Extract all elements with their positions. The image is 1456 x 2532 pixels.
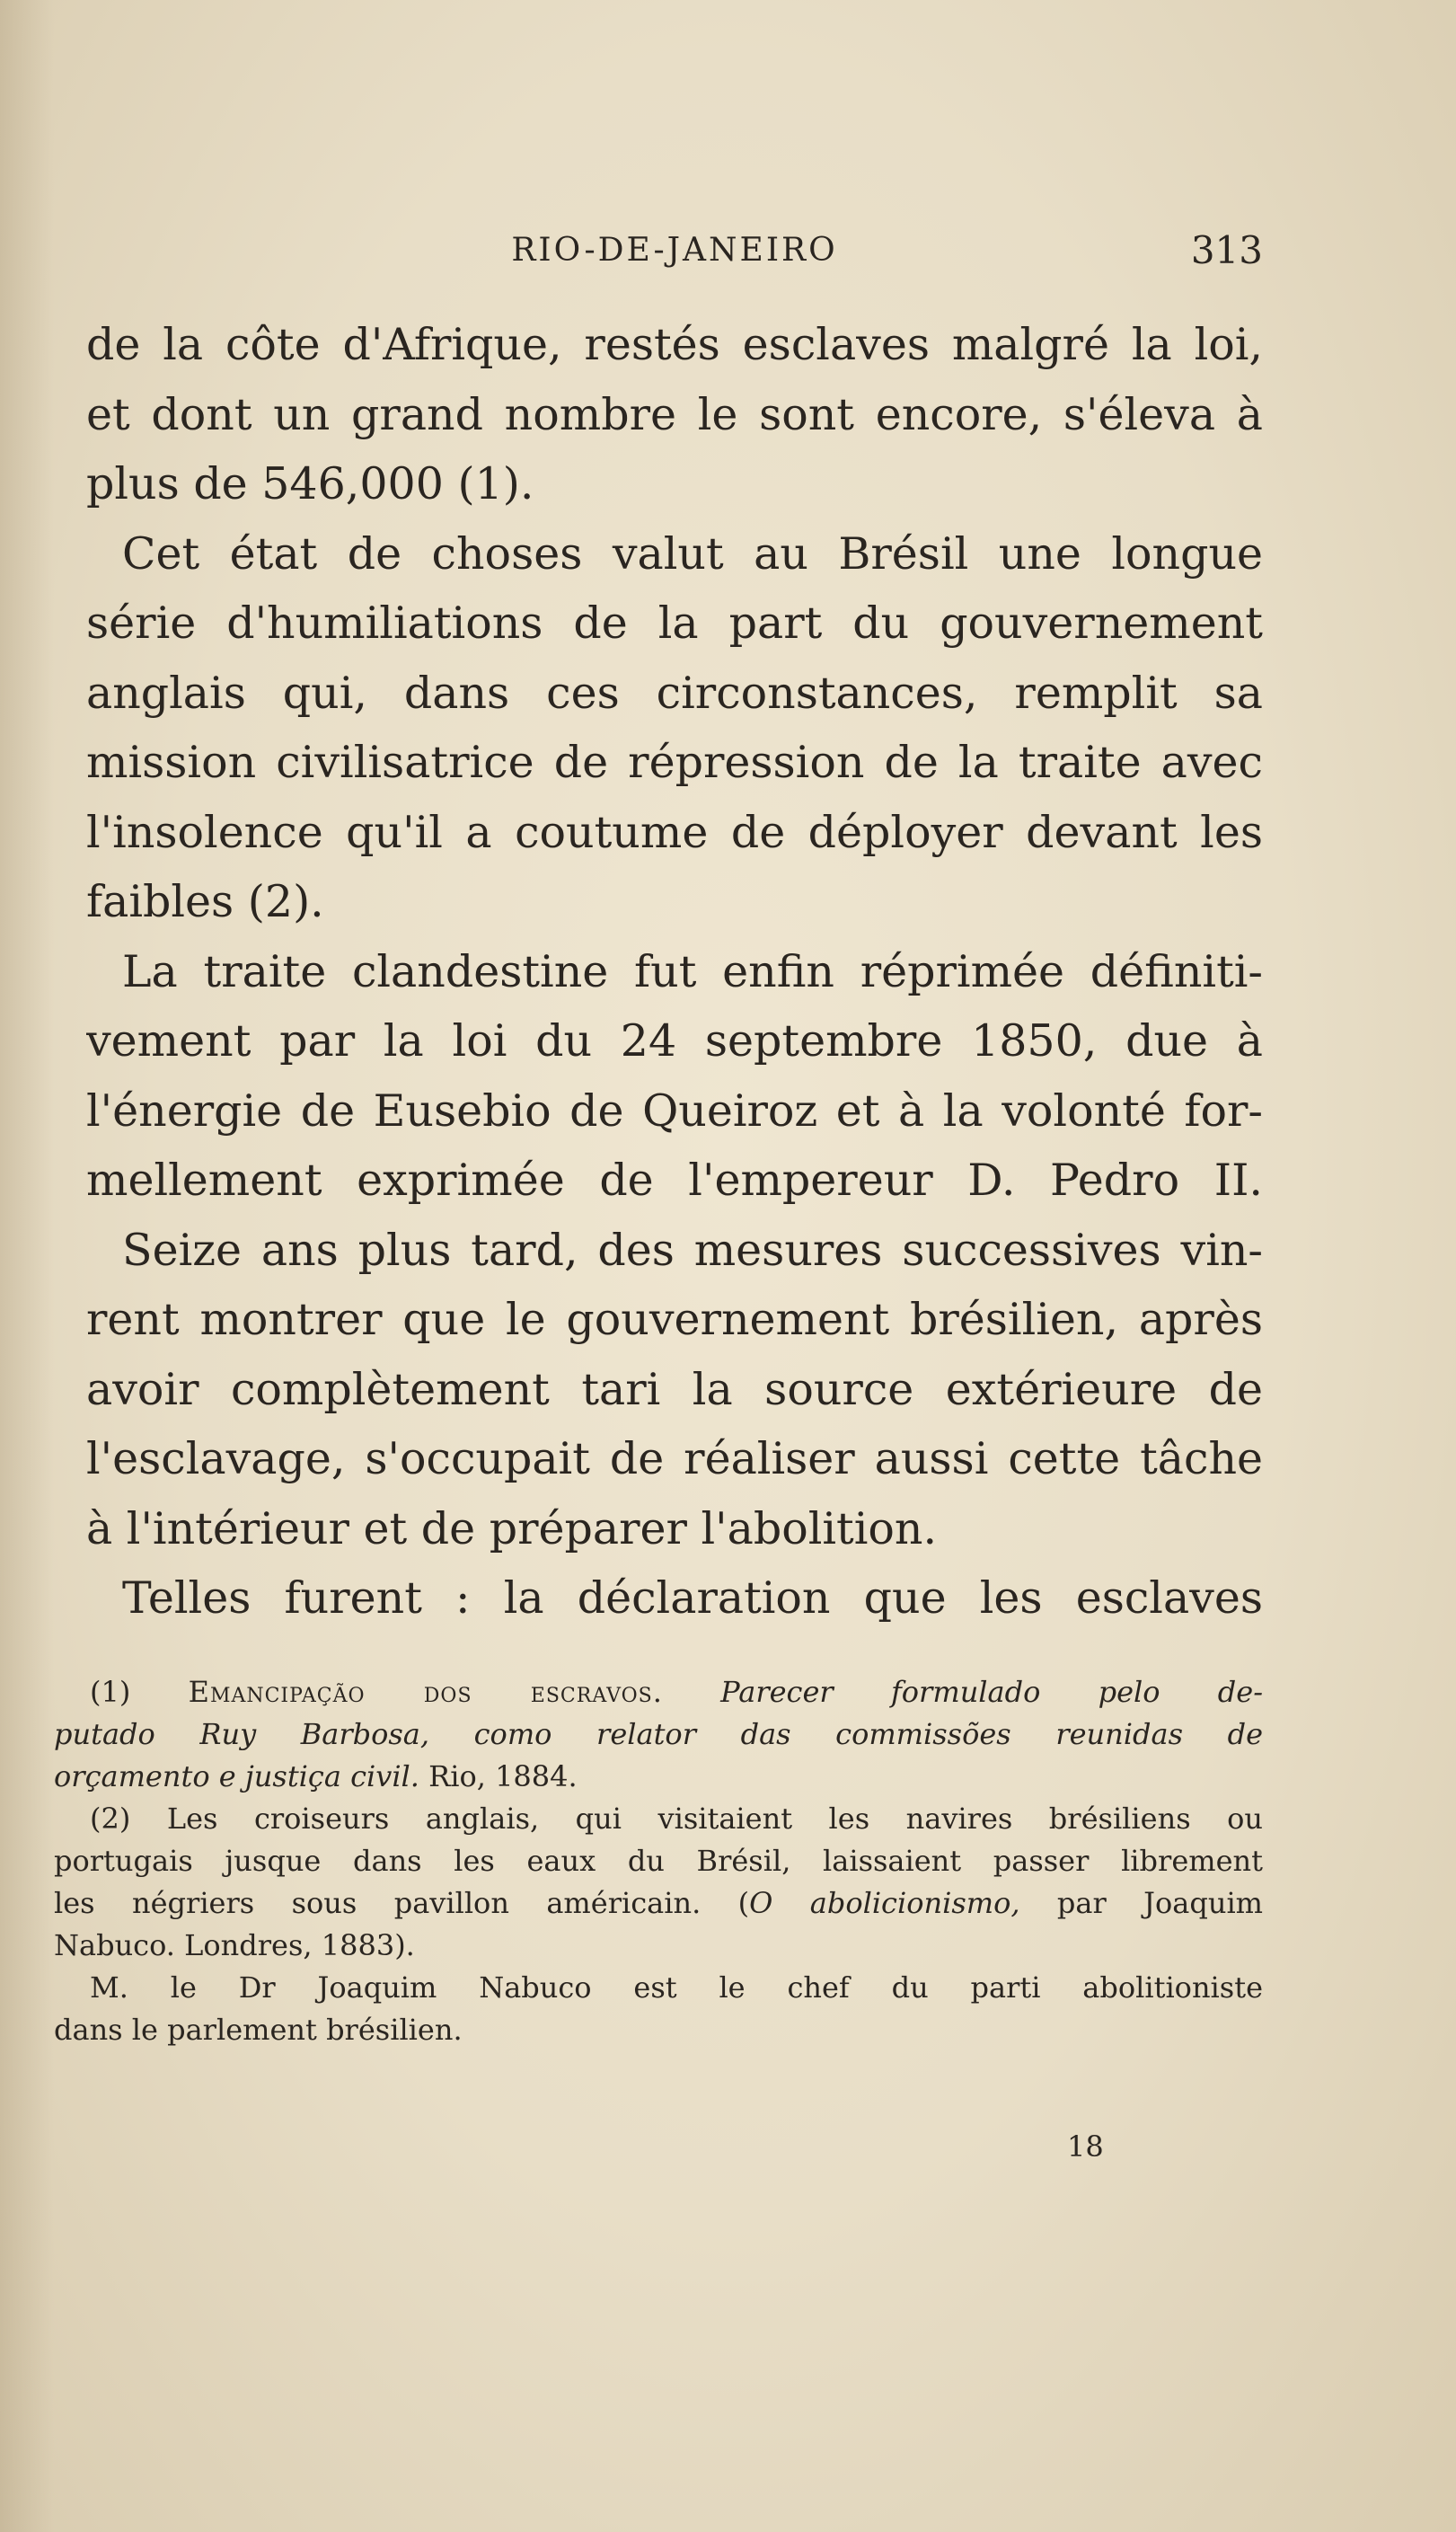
text-line: Cet état de choses valut au Brésil une longue xyxy=(122,527,1263,580)
body-text xyxy=(86,310,1263,1633)
running-head xyxy=(86,228,1263,277)
running-title: RIO-DE-JANEIRO xyxy=(511,232,838,269)
footnote-italic: O abolicionismo, xyxy=(749,1886,1020,1920)
footnote-2-line: Nabuco. Londres, 1883). xyxy=(54,1928,415,1962)
text-line: avoir complètement tari la source extérieure de xyxy=(86,1363,1263,1415)
page-number: 313 xyxy=(1190,228,1263,272)
footnote-3-line: dans le parlement brésilien. xyxy=(54,2013,463,2047)
footnote-italic: orçamento e justiça civil. xyxy=(54,1759,419,1793)
signature-mark: 18 xyxy=(1067,2129,1104,2164)
text-line: Seize ans plus tard, des mesures successives vin- xyxy=(122,1224,1263,1276)
footnote-text: Rio, 1884. xyxy=(428,1759,578,1793)
footnote-text: par Joaquim xyxy=(1019,1886,1263,1920)
text-line: mellement exprimée de l'empereur D. Pedro II. xyxy=(86,1155,1263,1206)
text-line: l'insolence qu'il a coutume de déployer devant les xyxy=(86,806,1263,858)
text-line: rent montrer que le gouvernement brésilien, après xyxy=(86,1294,1263,1345)
text-line: mission civilisatrice de répression de la traite avec xyxy=(86,737,1263,788)
text-line: l'énergie de Eusebio de Queiroz et à la volonté for- xyxy=(86,1085,1263,1137)
footnote-1-line: putado Ruy Barbosa, como relator das commissões reunidas de xyxy=(54,1717,1263,1751)
text-line: Telles furent : la déclaration que les esclaves xyxy=(122,1572,1263,1624)
text-line: l'esclavage, s'occupait de réaliser aussi cette tâche xyxy=(86,1433,1263,1484)
footnote-2-line: portugais jusque dans les eaux du Brésil, laissaient passer librement xyxy=(54,1844,1263,1878)
text-line: anglais qui, dans ces circonstances, remplit sa xyxy=(86,667,1263,719)
text-line: vement par la loi du 24 septembre 1850, due à xyxy=(86,1015,1263,1067)
text-line: de la côte d'Afrique, restés esclaves malgré la loi, xyxy=(86,319,1263,370)
text-line: faibles (2). xyxy=(86,876,324,927)
footnote-text: les négriers sous pavillon américain. ( xyxy=(54,1886,750,1920)
text-line: série d'humiliations de la part du gouvernement xyxy=(86,598,1263,649)
footnote-1-line xyxy=(54,1671,1263,1713)
footnote-title: Emancipação dos escravos. xyxy=(188,1675,663,1709)
text-line: La traite clandestine fut enfin réprimée définiti- xyxy=(122,945,1263,997)
text-line: et dont un grand nombre le sont encore, s'éleva à xyxy=(86,388,1263,440)
page-edge-shadow xyxy=(0,0,54,2532)
footnote-italic: Parecer formulado pelo de- xyxy=(720,1675,1263,1709)
footnote-1-line xyxy=(54,1756,1263,1798)
footnote-2-line xyxy=(54,1882,1263,1925)
footnote-3-line: M. le Dr Joaquim Nabuco est le chef du parti abolitioniste xyxy=(90,1970,1263,2005)
footnote-marker: (1) xyxy=(90,1675,131,1709)
footnotes xyxy=(54,1671,1263,2051)
footnote-2-line: (2) Les croiseurs anglais, qui visitaient les navires brésiliens ou xyxy=(90,1802,1263,1836)
text-line: à l'intérieur et de préparer l'abolition. xyxy=(86,1502,938,1554)
text-line: plus de 546,000 (1). xyxy=(86,458,534,509)
